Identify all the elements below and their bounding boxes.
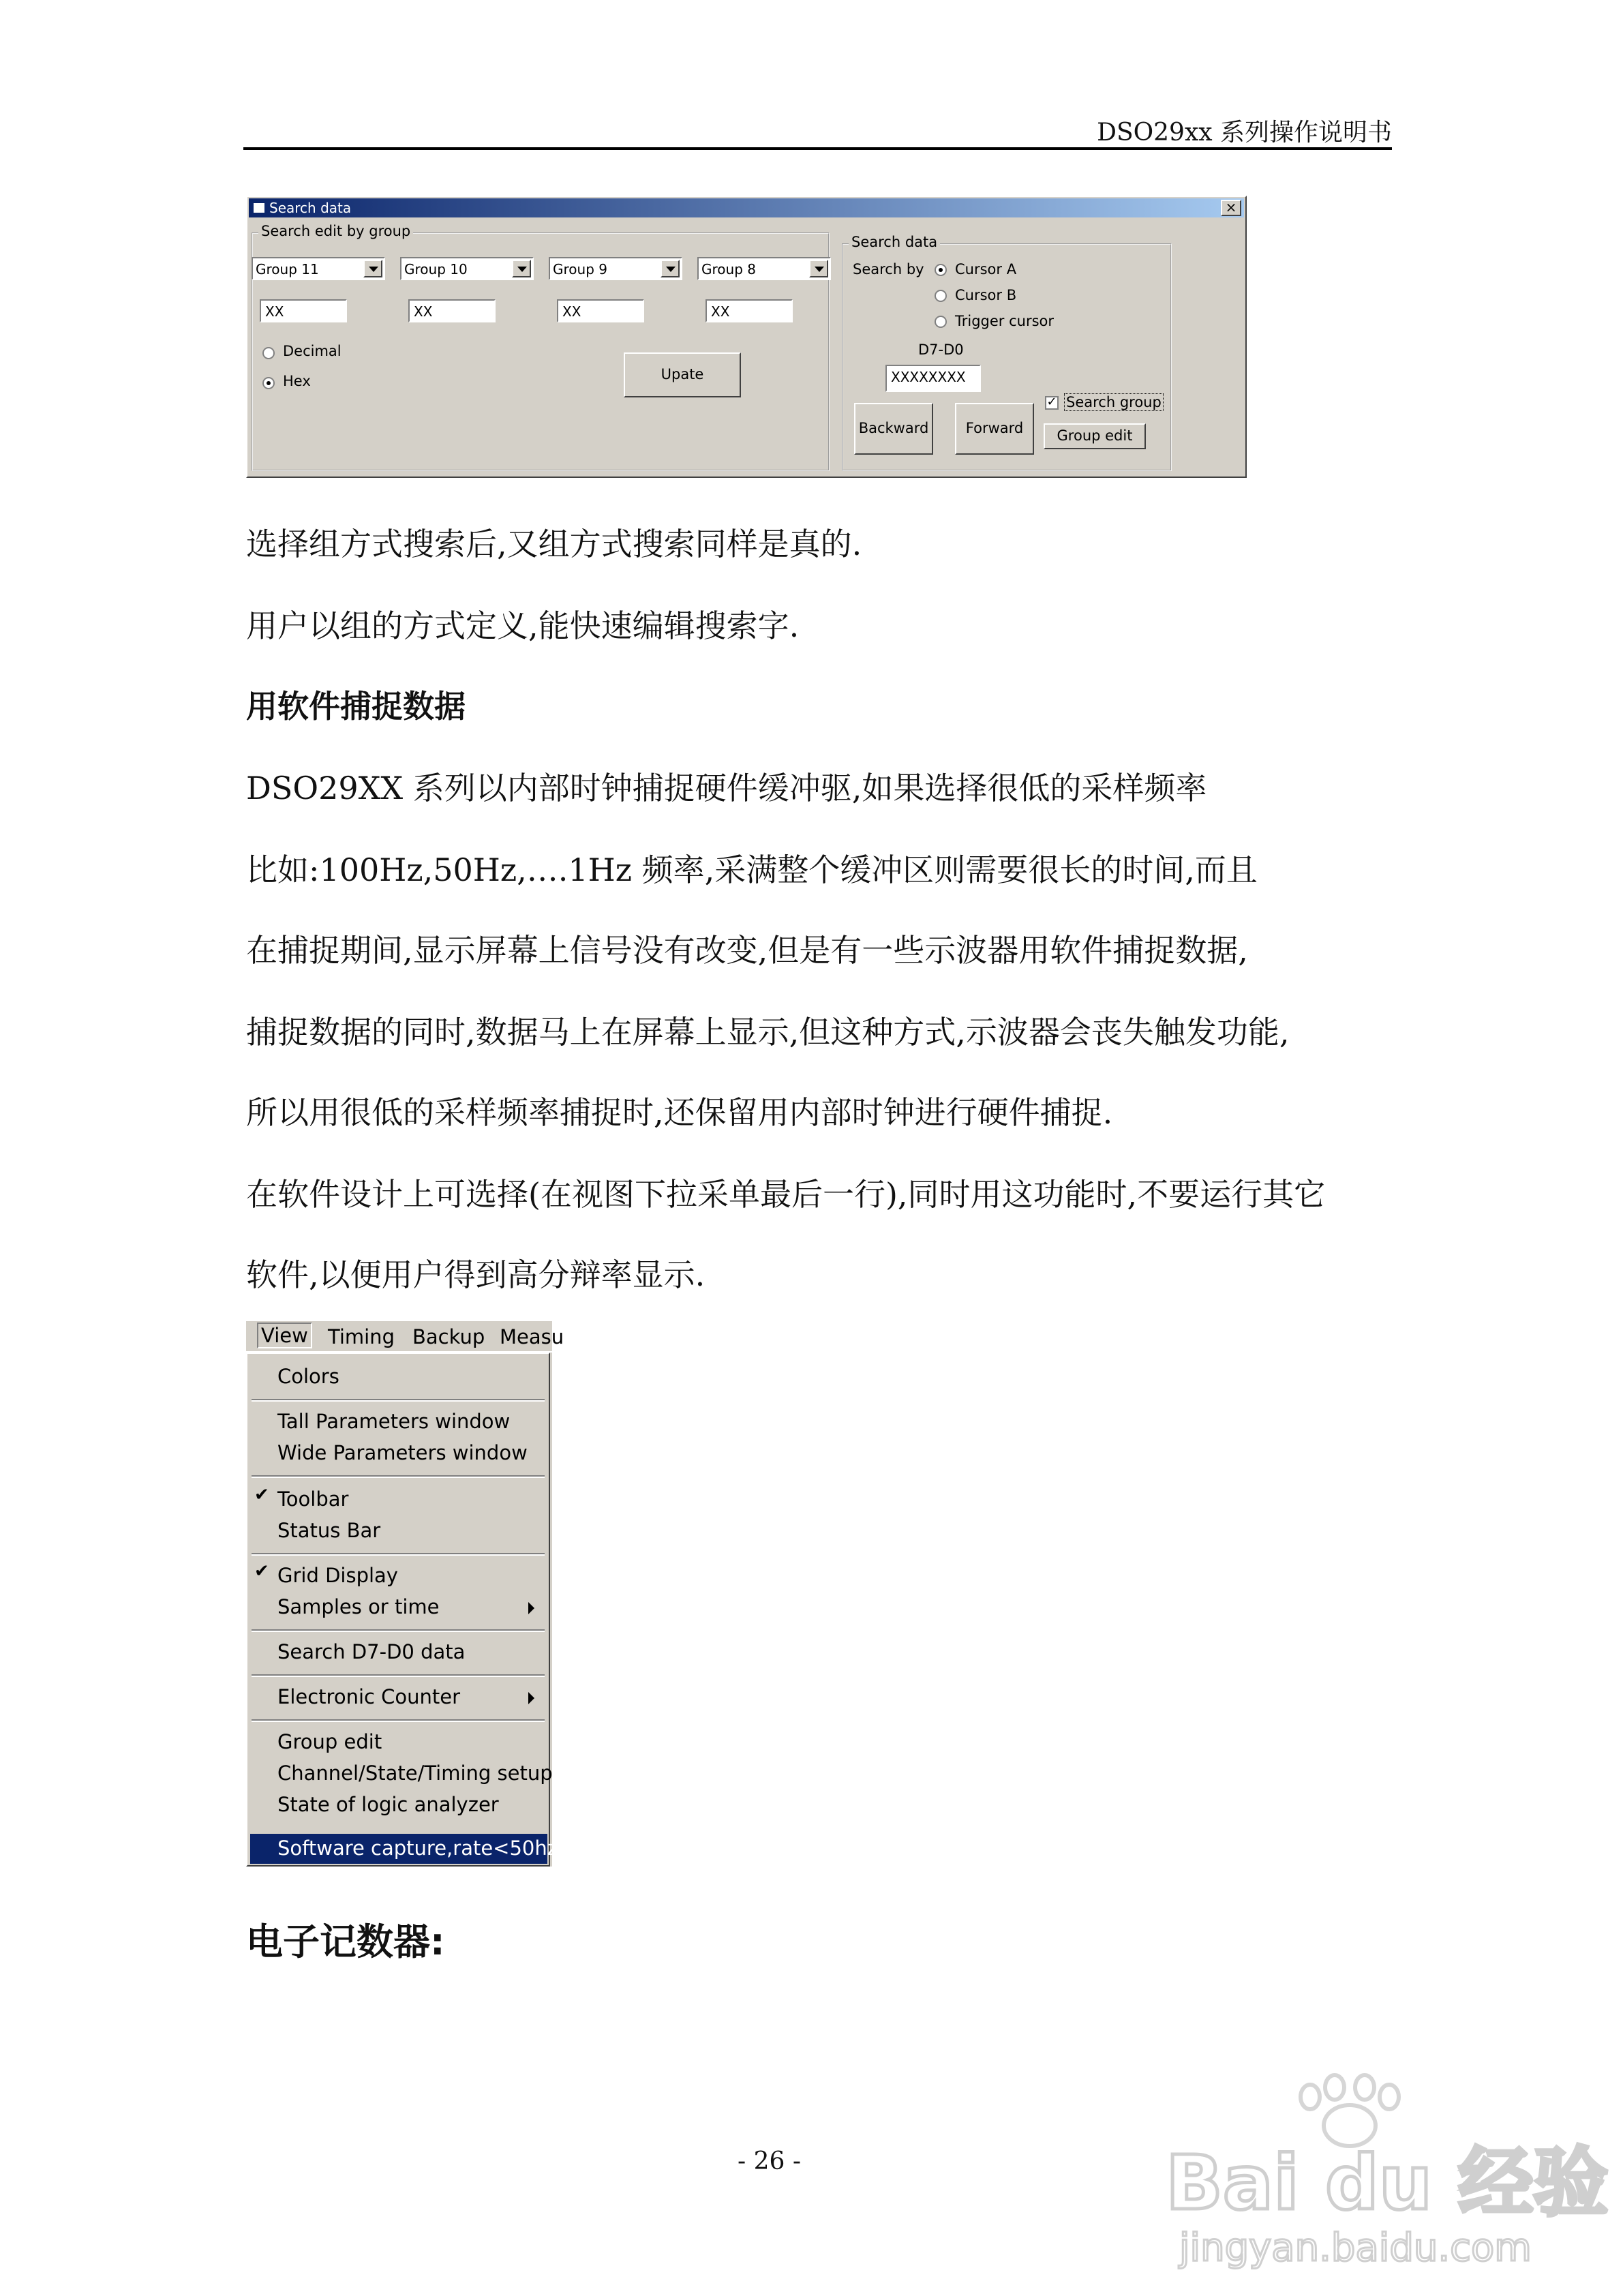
menu-item-wide-parameters[interactable]: Wide Parameters window (277, 1441, 528, 1464)
menu-separator (252, 1553, 545, 1556)
baidu-watermark-logo (1152, 2072, 1609, 2277)
menu-item-software-capture[interactable] (250, 1834, 558, 1864)
search-section-label: Search data (849, 234, 940, 250)
trigger-cursor-label: Trigger cursor (955, 313, 1055, 329)
menu-separator (252, 1674, 545, 1677)
submenu-arrow-icon (528, 1692, 534, 1704)
chevron-down-icon[interactable] (512, 260, 531, 277)
submenu-arrow-icon (528, 1602, 534, 1614)
backward-button[interactable]: Backward (854, 403, 933, 455)
menu-item-electronic-counter[interactable]: Electronic Counter (277, 1685, 461, 1708)
view-menu-dropdown (246, 1353, 558, 1867)
group-value-text: XX (562, 303, 581, 320)
update-button[interactable]: Upate (624, 352, 741, 397)
group-combo-value: Group 11 (256, 261, 319, 277)
search-group-label: Search group (1064, 393, 1164, 411)
dialog-titlebar (249, 198, 1244, 217)
cursor-a-radio[interactable] (935, 264, 947, 276)
menu-separator (252, 1719, 545, 1722)
view-menu-screenshot (246, 1321, 564, 1867)
group-combo-2[interactable] (400, 257, 534, 280)
header-title: DSO29xx 系列操作说明书 (1097, 119, 1392, 147)
menu-item-colors[interactable]: Colors (277, 1365, 339, 1388)
d7d0-input[interactable] (885, 365, 981, 392)
menu-item-status-bar[interactable]: Status Bar (277, 1519, 381, 1542)
group-value-input-4[interactable] (706, 299, 793, 322)
app-icon (253, 202, 265, 213)
menu-separator (252, 1399, 545, 1402)
cursor-b-radio[interactable] (935, 290, 947, 302)
close-button[interactable] (1221, 200, 1241, 216)
menu-item-search-d7d0[interactable]: Search D7-D0 data (277, 1640, 466, 1663)
group-section-label: Search edit by group (258, 223, 413, 239)
section-heading: 用软件捕捉数据 (246, 688, 466, 725)
group-combo-value: Group 8 (701, 261, 756, 277)
menu-bar (246, 1321, 564, 1353)
body-line: 比如:100Hz,50Hz,….1Hz 频率,采满整个缓冲区则需要很长的时间,而且 (246, 851, 1258, 888)
check-icon: ✔ (254, 1561, 269, 1582)
menu-separator (252, 1475, 545, 1478)
group-value-input-2[interactable] (408, 299, 496, 322)
body-line: DSO29XX 系列以内部时钟捕捉硬件缓冲驱,如果选择很低的采样频率 (246, 770, 1207, 806)
chevron-down-icon[interactable] (809, 260, 828, 277)
body-line: 捕捉数据的同时,数据马上在屏幕上显示,但这种方式,示波器会丧失触发功能, (246, 1014, 1290, 1051)
group-value-input-1[interactable] (260, 299, 347, 322)
menu-item-label: Software capture,rate<50hz (277, 1837, 558, 1860)
hex-radio[interactable] (262, 377, 275, 389)
group-combo-1[interactable] (252, 257, 385, 280)
menu-backup[interactable]: Backup (412, 1325, 485, 1348)
group-value-text: XX (711, 303, 730, 320)
paragraph: 选择组方式搜索后,又组方式搜索同样是真的. (246, 526, 862, 562)
d7d0-value: XXXXXXXX (891, 369, 966, 385)
menu-measure[interactable]: Measu (500, 1325, 564, 1348)
check-icon: ✔ (254, 1485, 269, 1505)
close-icon: × (1225, 199, 1237, 215)
decimal-label: Decimal (283, 343, 342, 359)
dialog-title: Search data (269, 200, 352, 216)
cursor-b-label: Cursor B (955, 287, 1017, 303)
decimal-radio[interactable] (262, 347, 275, 359)
menu-item-toolbar[interactable]: Toolbar (277, 1487, 349, 1511)
search-group-checkbox[interactable]: ✓ (1045, 396, 1059, 410)
menu-item-tall-parameters[interactable]: Tall Parameters window (277, 1410, 511, 1433)
search-by-label: Search by (853, 261, 924, 277)
menu-item-samples-or-time[interactable]: Samples or time (277, 1595, 440, 1618)
menu-timing[interactable]: Timing (328, 1325, 395, 1348)
menu-view[interactable]: View (257, 1323, 312, 1348)
group-combo-3[interactable] (549, 257, 682, 280)
body-line: 所以用很低的采样频率捕捉时,还保留用内部时钟进行硬件捕捉. (246, 1094, 1113, 1131)
group-combo-value: Group 9 (553, 261, 607, 277)
chevron-down-icon[interactable] (363, 260, 382, 277)
svg-text:Bai du 经验: Bai du 经验 (1166, 2139, 1609, 2226)
trigger-cursor-radio[interactable] (935, 316, 947, 328)
body-line: 在软件设计上可选择(在视图下拉采单最后一行),同时用这功能时,不要运行其它 (246, 1176, 1326, 1213)
chevron-down-icon[interactable] (661, 260, 680, 277)
body-line: 在捕捉期间,显示屏幕上信号没有改变,但是有一些示波器用软件捕捉数据, (246, 932, 1248, 969)
menu-separator (252, 1629, 545, 1632)
cursor-a-label: Cursor A (955, 261, 1017, 277)
group-value-text: XX (414, 303, 433, 320)
page-number: - 26 - (738, 2147, 802, 2175)
header-rule (243, 147, 1392, 150)
d7d0-label: D7-D0 (918, 342, 964, 358)
search-data-dialog (246, 196, 1247, 478)
group-edit-button[interactable]: Group edit (1044, 423, 1146, 449)
group-value-input-3[interactable] (557, 299, 644, 322)
group-combo-4[interactable] (697, 257, 831, 280)
svg-text:jingyan.baidu.com: jingyan.baidu.com (1179, 2226, 1532, 2270)
group-value-text: XX (265, 303, 284, 320)
hex-label: Hex (283, 373, 311, 389)
body-line: 软件,以便用户得到高分辩率显示. (246, 1256, 706, 1293)
menu-item-channel-state-timing[interactable]: Channel/State/Timing setup (277, 1762, 553, 1785)
counter-heading: 电子记数器: (246, 1920, 445, 1963)
group-combo-value: Group 10 (404, 261, 468, 277)
forward-button[interactable]: Forward (955, 403, 1034, 455)
menu-item-grid-display[interactable]: Grid Display (277, 1564, 398, 1587)
menu-item-state-logic-analyzer[interactable]: State of logic analyzer (277, 1793, 499, 1816)
menu-item-group-edit[interactable]: Group edit (277, 1730, 382, 1753)
paragraph: 用户以组的方式定义,能快速编辑搜索字. (246, 607, 800, 644)
